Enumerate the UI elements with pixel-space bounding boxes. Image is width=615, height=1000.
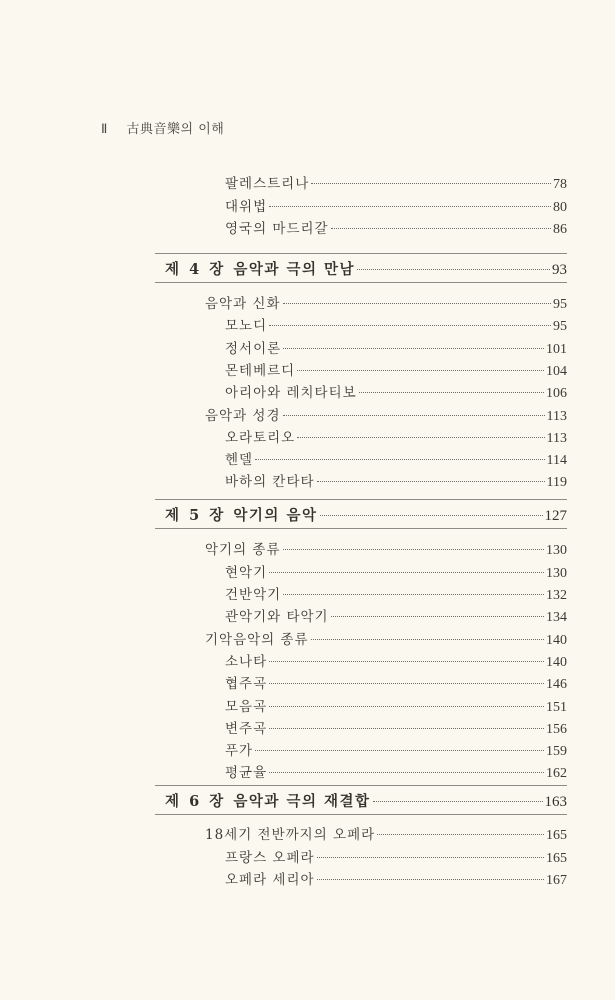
page-number: 80 [553, 200, 567, 215]
toc-entry[interactable]: 정서이론 101 [225, 341, 567, 357]
toc-entry[interactable]: 영국의 마드리갈 86 [225, 221, 567, 237]
leader-dots [297, 437, 544, 438]
page-number: 113 [546, 431, 567, 446]
leader-dots [283, 303, 552, 304]
leader-dots [283, 348, 544, 349]
toc-entry[interactable]: 평균율 162 [225, 765, 567, 781]
chapter-number: 제 4 장 [165, 260, 224, 278]
page-number: 132 [546, 588, 567, 603]
page-number: 86 [553, 222, 567, 237]
page-number: 119 [546, 475, 567, 490]
leader-dots [320, 515, 543, 516]
toc-section[interactable]: 음악과 성경 113 [205, 408, 567, 424]
page-number: 165 [546, 828, 567, 843]
leader-dots [331, 228, 551, 229]
toc-entry[interactable]: 현악기 130 [225, 565, 567, 581]
page-number: 159 [546, 744, 567, 759]
toc-entry[interactable]: 모노디 95 [225, 318, 567, 334]
leader-dots [269, 728, 544, 729]
toc-section[interactable]: 기악음악의 종류 140 [205, 632, 567, 648]
leader-dots [357, 269, 550, 270]
leader-dots [269, 206, 551, 207]
toc-entry[interactable]: 모음곡 151 [225, 699, 567, 715]
toc-entry[interactable]: 오페라 세리아 167 [225, 872, 567, 888]
page-number: 165 [546, 851, 567, 866]
toc-entry[interactable]: 푸가 159 [225, 743, 567, 759]
toc-entry[interactable]: 오라토리오 113 [225, 430, 567, 446]
toc-section[interactable]: 음악과 신화 95 [205, 296, 567, 312]
leader-dots [269, 572, 544, 573]
leader-dots [269, 661, 544, 662]
toc-entry[interactable]: 아리아와 레치타티보 106 [225, 385, 567, 401]
leader-dots [331, 616, 544, 617]
toc-entry[interactable]: 몬테베르디 104 [225, 363, 567, 379]
toc-entry[interactable]: 소나타 140 [225, 654, 567, 670]
toc-entry[interactable]: 협주곡 146 [225, 676, 567, 692]
running-head [101, 118, 224, 137]
page-number: 104 [546, 364, 567, 379]
leader-dots [283, 415, 545, 416]
leader-dots [269, 772, 544, 773]
page-number: 151 [546, 700, 567, 715]
leader-dots [317, 481, 545, 482]
leader-dots [359, 392, 544, 393]
page-number: 146 [546, 677, 567, 692]
leader-dots [373, 801, 543, 802]
leader-dots [269, 683, 544, 684]
leader-dots [269, 706, 544, 707]
toc-entry[interactable]: 팔레스트리나 78 [225, 176, 567, 192]
page-number: 130 [546, 543, 567, 558]
leader-dots [255, 750, 544, 751]
toc-entry[interactable]: 대위법 80 [225, 199, 567, 215]
chapter-title: 음악과 극의 재결합 [233, 792, 371, 810]
page-number: 167 [546, 873, 567, 888]
page-number: 93 [552, 261, 567, 278]
page-number: 95 [553, 319, 567, 334]
page-number: 156 [546, 722, 567, 737]
page-number: 113 [546, 409, 567, 424]
page-number: 134 [546, 610, 567, 625]
chapter-number: 제 6 장 [165, 792, 224, 810]
part-title: 古典音樂의 이해 [126, 122, 225, 137]
leader-dots [269, 325, 551, 326]
leader-dots [283, 549, 545, 550]
page-number: 127 [544, 507, 567, 524]
leader-dots [255, 459, 544, 460]
toc-entry[interactable]: 프랑스 오페라 165 [225, 850, 567, 866]
toc-entry[interactable]: 변주곡 156 [225, 721, 567, 737]
chapter-number: 제 5 장 [165, 506, 224, 524]
chapter-title: 음악과 극의 만남 [233, 260, 356, 278]
toc-section[interactable]: 18세기 전반까지의 오페라 165 [205, 827, 567, 843]
leader-dots [283, 594, 544, 595]
toc-entry[interactable]: 건반악기 132 [225, 587, 567, 603]
leader-dots [317, 857, 544, 858]
toc-entry[interactable]: 바하의 칸타타 119 [225, 474, 567, 490]
page-number: 114 [546, 453, 567, 468]
chapter-heading[interactable] [155, 499, 567, 529]
page-number: 95 [553, 297, 567, 312]
page-number: 162 [546, 766, 567, 781]
page-number: 106 [546, 386, 567, 401]
page-number: 101 [546, 342, 567, 357]
leader-dots [377, 834, 544, 835]
page-number: 140 [546, 655, 567, 670]
chapter-heading[interactable] [155, 253, 567, 283]
toc-section[interactable]: 악기의 종류 130 [205, 542, 567, 558]
toc-entry[interactable]: 관악기와 타악기 134 [225, 609, 567, 625]
leader-dots [317, 879, 544, 880]
leader-dots [311, 183, 551, 184]
page-number: 130 [546, 566, 567, 581]
leader-dots [297, 370, 544, 371]
page-number: 140 [546, 633, 567, 648]
chapter-heading[interactable] [155, 785, 567, 815]
chapter-title: 악기의 음악 [233, 506, 318, 524]
page-number: 163 [544, 793, 567, 810]
leader-dots [311, 639, 544, 640]
part-number: Ⅱ [101, 121, 108, 136]
page-number: 78 [553, 177, 567, 192]
toc-entry[interactable]: 헨델 114 [225, 452, 567, 468]
